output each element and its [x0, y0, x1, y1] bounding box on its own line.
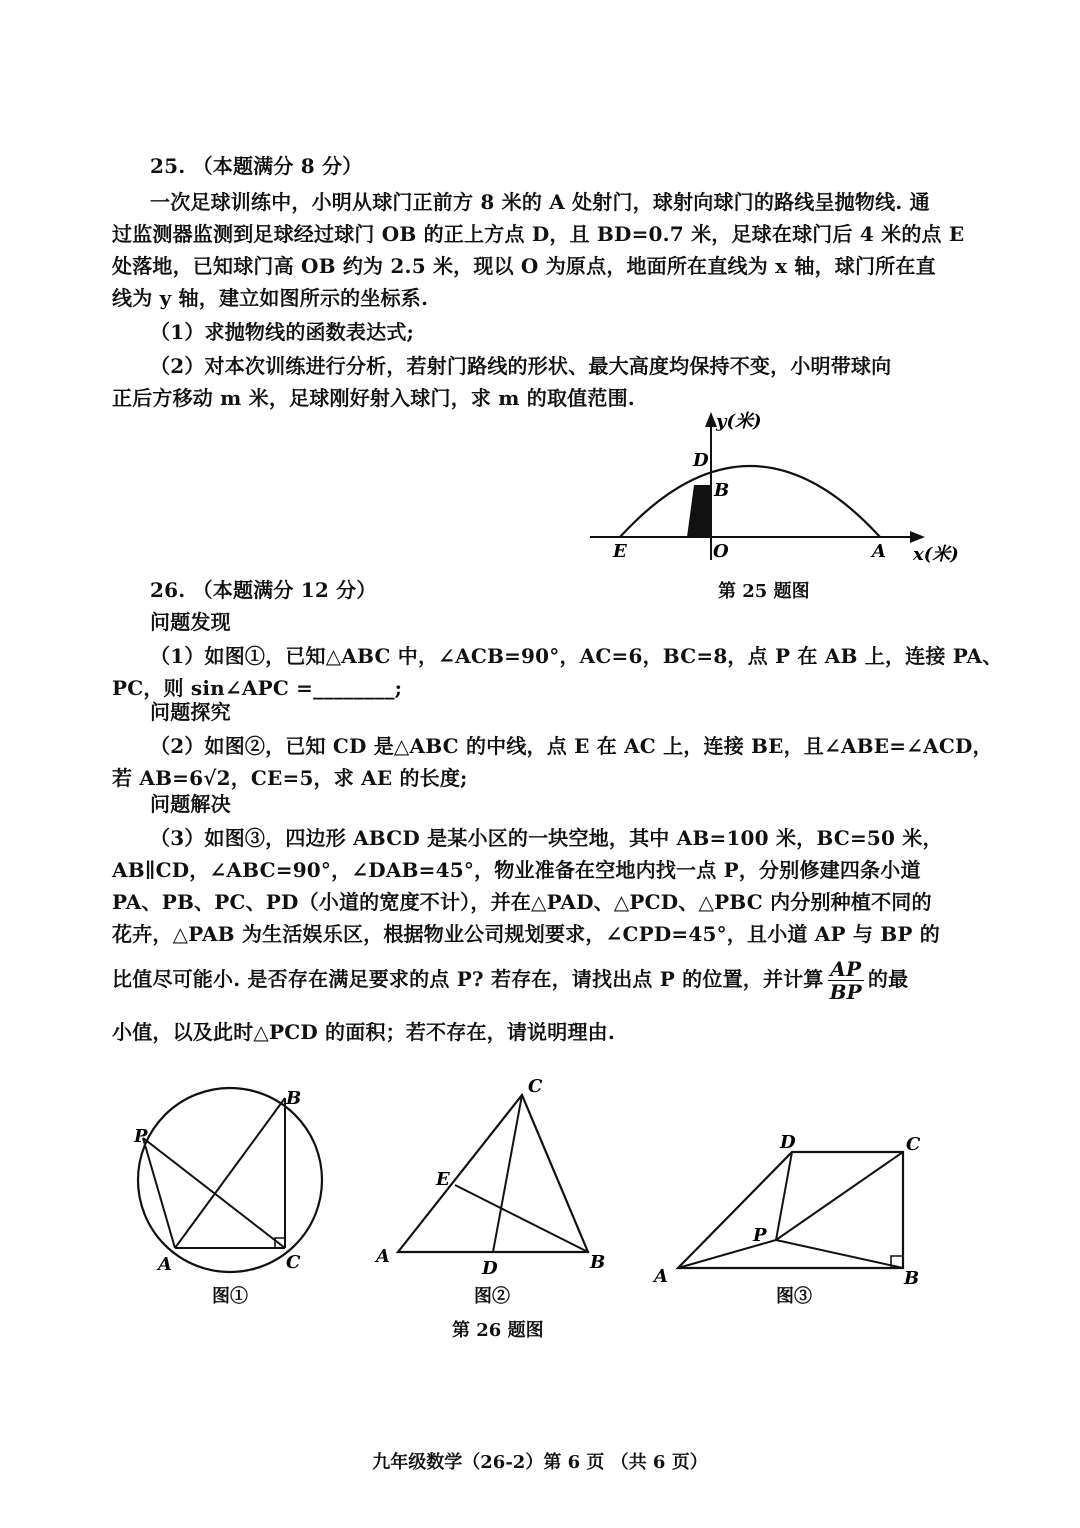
label-P: P: [753, 1225, 767, 1246]
section-problem-discovery: 问题发现: [150, 610, 231, 634]
section-problem-exploration: 问题探究: [150, 700, 231, 724]
q26-p2-line-2: 若 AB=6√2，CE=5，求 AE 的长度;: [112, 766, 468, 790]
label-B: B: [714, 480, 730, 501]
label-B: B: [904, 1268, 920, 1289]
label-A: A: [654, 1266, 668, 1287]
fraction-numerator: AP: [828, 958, 864, 981]
label-D: D: [482, 1258, 498, 1279]
label-B: B: [286, 1088, 302, 1109]
q25-heading: 25. （本题满分 8 分）: [150, 154, 363, 178]
q26-figure-caption: 第 26 题图: [452, 1320, 544, 1341]
triangle-ABC: [398, 1095, 588, 1252]
label-A: A: [376, 1246, 390, 1267]
label-A: A: [872, 541, 886, 562]
x-axis-arrow-icon: [910, 531, 925, 543]
y-axis-label: y(米): [716, 411, 762, 432]
q26-p3-line-2: AB∥CD，∠ABC=90°，∠DAB=45°，物业准备在空地内找一点 P，分别修建四条小道: [112, 858, 921, 882]
fig1-circle-diagram: [120, 1080, 340, 1280]
q25-text-line-4: 线为 y 轴，建立如图所示的坐标系.: [112, 286, 429, 310]
segment-AB: [175, 1098, 285, 1248]
parabola-curve: [620, 466, 880, 537]
label-C: C: [286, 1252, 301, 1273]
label-A: A: [158, 1254, 172, 1275]
label-E: E: [436, 1169, 450, 1190]
q25-figure-caption: 第 25 题图: [718, 581, 810, 602]
q26-p2-line-1: （2）如图②，已知 CD 是△ABC 的中线，点 E 在 AC 上，连接 BE，且∠ABE=∠ACD，: [150, 734, 993, 758]
fig2-caption: 图②: [474, 1286, 510, 1307]
q25-text-line-1: 一次足球训练中，小明从球门正前方 8 米的 A 处射门，球射向球门的路线呈抛物线. 通: [150, 190, 930, 214]
fig1-caption: 图①: [212, 1286, 248, 1307]
segment-BE: [455, 1185, 588, 1252]
goal-post: [687, 485, 711, 537]
section-problem-solving: 问题解决: [150, 792, 231, 816]
label-B: B: [590, 1252, 606, 1273]
q26-p3-line-5a: 比值尽可能小. 是否存在满足要求的点 P? 若存在，请找出点 P 的位置，并计算: [112, 967, 824, 991]
q26-p3-line-5: [112, 958, 908, 1003]
q25-sub1: （1）求抛物线的函数表达式;: [150, 320, 415, 344]
label-D: D: [780, 1132, 796, 1153]
median-CD: [493, 1095, 522, 1252]
q26-p1-line-2: PC，则 sin∠APC =________;: [112, 676, 403, 700]
q26-p1-line-1: （1）如图①，已知△ABC 中，∠ACB=90°，AC=6，BC=8，点 P 在 AB 上，连接 PA、: [150, 644, 1003, 668]
label-O: O: [713, 541, 729, 562]
q25-sub2-line-1: （2）对本次训练进行分析，若射门路线的形状、最大高度均保持不变，小明带球向: [150, 354, 892, 378]
segment-PC: [143, 1138, 285, 1248]
fig3-caption: 图③: [776, 1286, 812, 1307]
label-D: D: [693, 450, 709, 471]
q26-p3-line-5b: 的最: [867, 967, 909, 991]
path-PC: [776, 1152, 903, 1240]
label-P: P: [134, 1126, 148, 1147]
q26-p3-line-1: （3）如图③，四边形 ABCD 是某小区的一块空地，其中 AB=100 米，BC=50 米，: [150, 826, 943, 850]
label-C: C: [528, 1076, 543, 1097]
quadrilateral-ABCD: [678, 1152, 903, 1268]
ratio-fraction: [828, 958, 864, 1003]
segment-PA: [143, 1138, 175, 1248]
path-PB: [776, 1240, 903, 1268]
fraction-denominator: BP: [829, 980, 862, 1004]
q26-p3-line-3: PA、PB、PC、PD（小道的宽度不计），并在△PAD、△PCD、△PBC 内分别种植不同的: [112, 890, 932, 914]
q26-p3-line-6: 小值，以及此时△PCD 的面积；若不存在，请说明理由.: [112, 1020, 616, 1044]
fig3-quadrilateral-diagram: [650, 1120, 950, 1290]
label-E: E: [613, 541, 627, 562]
circle: [138, 1088, 322, 1272]
q25-sub2-line-2: 正后方移动 m 米，足球刚好射入球门，求 m 的取值范围.: [112, 386, 635, 410]
q26-heading: 26. （本题满分 12 分）: [150, 578, 377, 602]
label-C: C: [906, 1134, 921, 1155]
fig2-triangle-diagram: [370, 1070, 620, 1280]
x-axis-label: x(米): [913, 544, 959, 565]
q26-p3-line-4: 花卉，△PAB 为生活娱乐区，根据物业公司规划要求，∠CPD=45°，且小道 AP 与 BP 的: [112, 922, 940, 946]
page-footer: 九年级数学（26-2）第 6 页 （共 6 页）: [372, 1452, 708, 1473]
q25-text-line-3: 处落地，已知球门高 OB 约为 2.5 米，现以 O 为原点，地面所在直线为 x 轴，球门所在直: [112, 254, 936, 278]
q25-figure: [580, 400, 980, 600]
q25-text-line-2: 过监测器监测到足球经过球门 OB 的正上方点 D，且 BD=0.7 米，足球在球门后 4 米的点 E: [112, 222, 965, 246]
